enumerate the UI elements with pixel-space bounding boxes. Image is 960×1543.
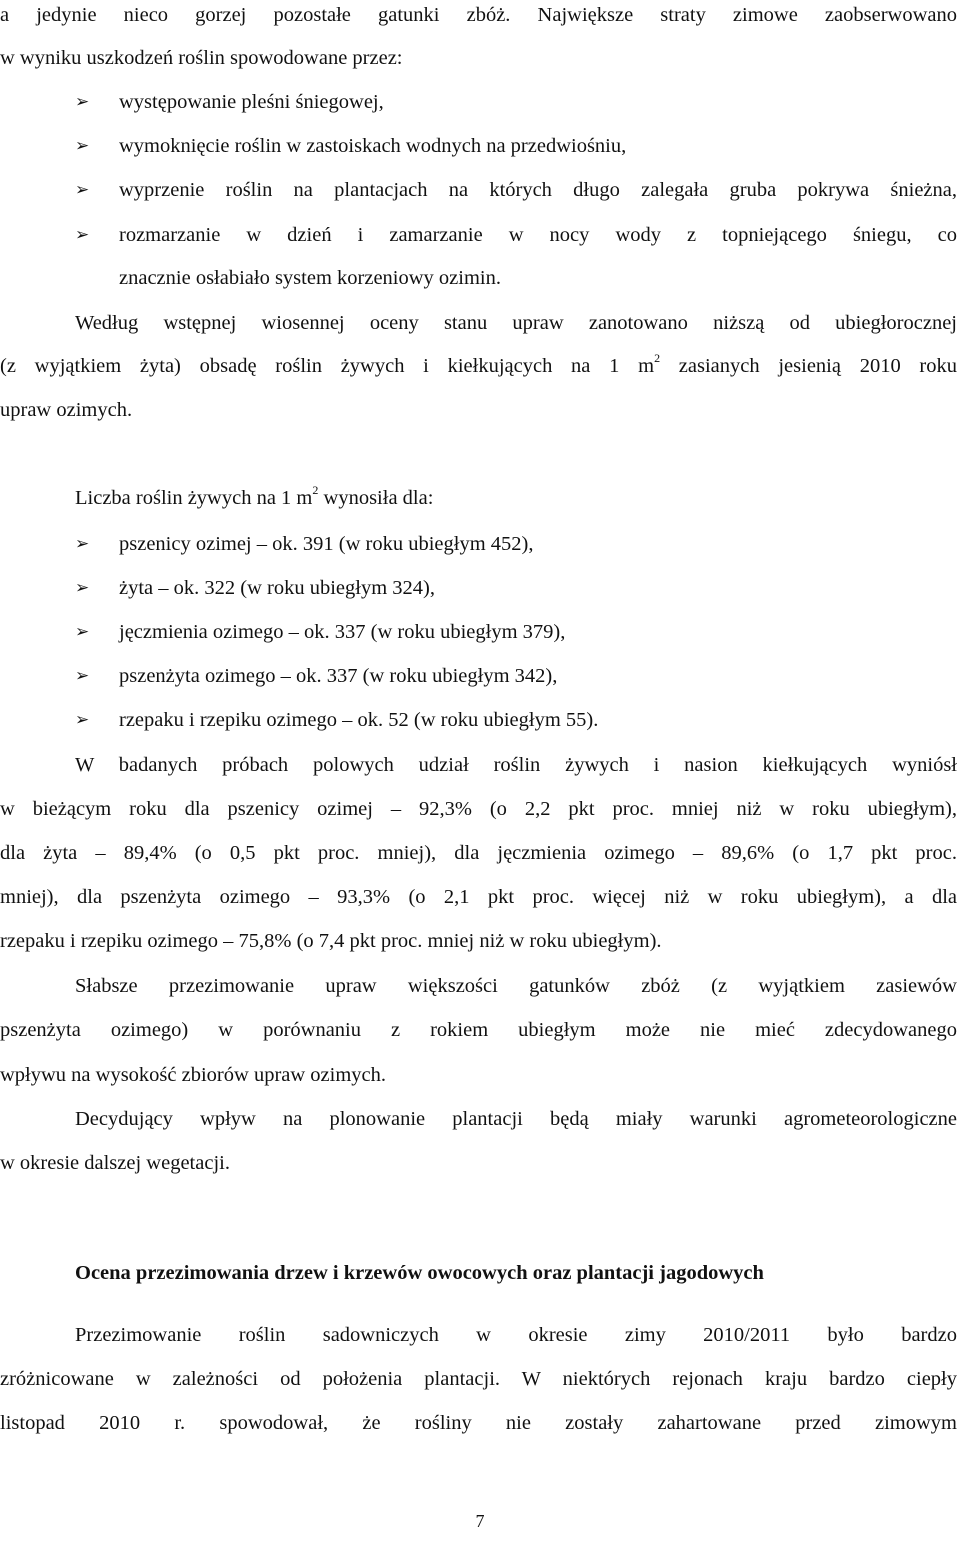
text-segment: zasianych jesienią 2010 roku [660,355,957,377]
text-line: w okresie dalszej wegetacji. [0,1152,230,1174]
text-line: rzepaku i rzepiku ozimego – 75,8% (o 7,4 pkt proc. mniej niż w roku ubiegłym). [0,930,662,952]
bullet-arrow-icon: ➢ [75,666,90,686]
text-line [75,483,960,510]
text-line: zróżnicowane w zależności od położenia plantacji. W niektórych rejonach kraju bardzo ciepły [0,1368,957,1390]
text-line: wpływu na wysokość zbiorów upraw ozimych. [0,1064,387,1086]
text-line: pszenżyta ozimego) w porównaniu z rokiem ubiegłym może nie mieć zdecydowanego [0,1019,957,1041]
list-item: jęczmienia ozimego – ok. 337 (w roku ubiegłym 379), [119,621,566,643]
bullet-arrow-icon: ➢ [75,180,90,200]
text-line: dla żyta – 89,4% (o 0,5 pkt proc. mniej), dla jęczmienia ozimego – 89,6% (o 1,7 pkt proc. [0,842,957,864]
bullet-arrow-icon: ➢ [75,710,90,730]
text-line: W badanych próbach polowych udział roślin żywych i nasion kiełkujących wyniósł [75,754,957,776]
text-line: a jedynie nieco gorzej pozostałe gatunki zbóż. Największe straty zimowe zaobserwowano [0,4,957,26]
bullet-arrow-icon: ➢ [75,225,90,245]
bullet-arrow-icon: ➢ [75,92,90,112]
bullet-arrow-icon: ➢ [75,622,90,642]
text-line: upraw ozimych. [0,399,133,421]
list-item: pszenżyta ozimego – ok. 337 (w roku ubiegłym 342), [119,665,558,687]
text-segment: wynosiła dla: [318,487,434,509]
text-line: w wyniku uszkodzeń roślin spowodowane przez: [0,47,403,69]
text-line [0,351,957,378]
text-segment: (z wyjątkiem żyta) obsadę roślin żywych i kiełkujących na 1 m [0,355,655,377]
superscript: 2 [312,483,319,498]
list-item: rzepaku i rzepiku ozimego – ok. 52 (w roku ubiegłym 55). [119,709,599,731]
list-item: rozmarzanie w dzień i zamarzanie w nocy wody z topniejącego śniegu, co [119,224,957,246]
superscript: 2 [654,351,661,366]
text-line: Przezimowanie roślin sadowniczych w okresie zimy 2010/2011 było bardzo [75,1324,957,1346]
list-item: występowanie pleśni śniegowej, [119,91,384,113]
text-line: listopad 2010 r. spowodował, że rośliny nie zostały zahartowane przed zimowym [0,1412,957,1434]
text-line: Słabsze przezimowanie upraw większości gatunków zbóż (z wyjątkiem zasiewów [75,975,957,997]
bullet-arrow-icon: ➢ [75,136,90,156]
text-line: Według wstępnej wiosennej oceny stanu upraw zanotowano niższą od ubiegłorocznej [75,312,957,334]
list-item: żyta – ok. 322 (w roku ubiegłym 324), [119,577,435,599]
list-item-continuation: znacznie osłabiało system korzeniowy ozimin. [119,267,501,289]
list-item: wyprzenie roślin na plantacjach na których długo zalegała gruba pokrywa śnieżna, [119,179,957,201]
bullet-arrow-icon: ➢ [75,578,90,598]
section-heading: Ocena przezimowania drzew i krzewów owocowych oraz plantacji jagodowych [75,1262,764,1284]
page-number: 7 [475,1511,485,1531]
bullet-arrow-icon: ➢ [75,534,90,554]
text-line: w bieżącym roku dla pszenicy ozimej – 92,3% (o 2,2 pkt proc. mniej niż w roku ubiegłym), [0,798,957,820]
text-line: Decydujący wpływ na plonowanie plantacji będą miały warunki agrometeorologiczne [75,1108,957,1130]
list-item: pszenicy ozimej – ok. 391 (w roku ubiegłym 452), [119,533,534,555]
list-item: wymoknięcie roślin w zastoiskach wodnych na przedwiośniu, [119,135,627,157]
text-segment: Liczba roślin żywych na 1 m [75,487,313,509]
text-line: mniej), dla pszenżyta ozimego – 93,3% (o 2,1 pkt proc. więcej niż w roku ubiegłym), a dla [0,886,957,908]
